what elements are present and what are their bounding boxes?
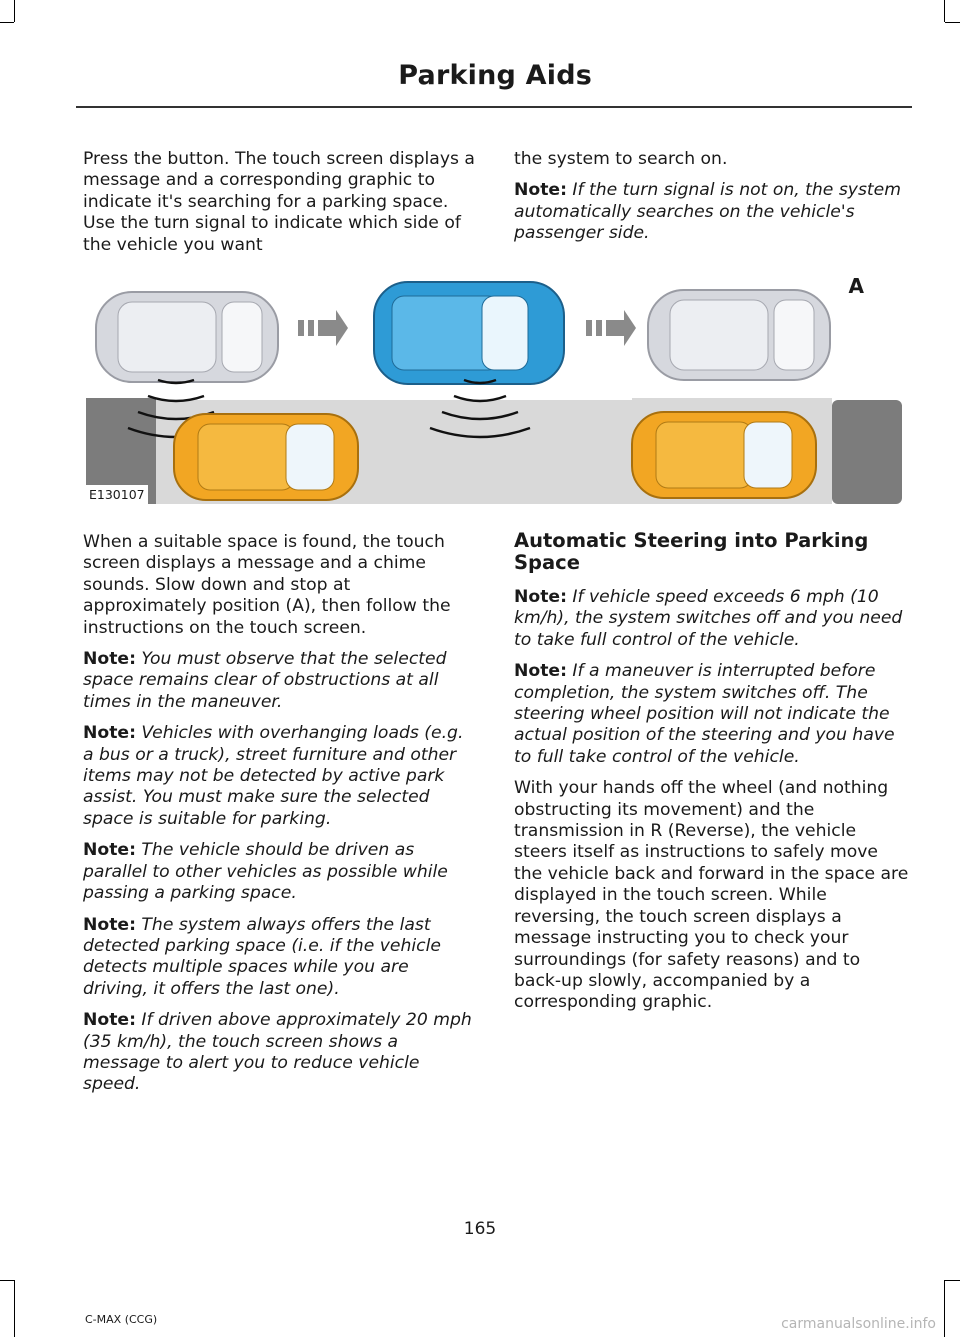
note: [514, 180, 909, 244]
footer-model: C-MAX (CCG): [85, 1313, 158, 1326]
crop-mark: [0, 1280, 14, 1281]
note-label: Note:: [83, 1010, 136, 1031]
intro-paragraph: Press the button. The touch screen displays a message and a corresponding graphic to indicate it's searching for a parking space. Use the turn signal to indicate which side of the vehicle you want: [83, 149, 475, 255]
orange-car-right: [632, 412, 816, 498]
note-label: Note:: [83, 649, 136, 670]
crop-mark: [14, 1280, 15, 1337]
note-label: Note:: [514, 587, 567, 607]
page-title: Parking Aids: [398, 60, 592, 91]
curb-far-right: [832, 400, 902, 504]
orange-car-left: [174, 414, 358, 500]
note-text: If driven above approximately 20 mph (35 km/h), the touch screen shows a message to alert you to reduce vehicle speed.: [83, 1010, 472, 1095]
crop-mark: [944, 1280, 945, 1337]
arrow-right-icon: [298, 310, 348, 346]
arrow-right-icon: [586, 310, 636, 346]
section-heading: Automatic Steering into Parking Space: [514, 529, 869, 574]
page-number: 165: [463, 1219, 497, 1239]
crop-mark: [944, 0, 945, 22]
note-text: The system always offers the last detected parking space (i.e. if the vehicle detects multiple spaces while you are driving, it offers the last one).: [83, 914, 441, 999]
note-label: Note:: [514, 661, 567, 682]
note: [514, 661, 909, 768]
parking-search-illustration: [86, 268, 902, 504]
note: [83, 1010, 478, 1096]
note-text: If vehicle speed exceeds 6 mph (10 km/h), the system switches off and you need to take full control of the vehicle.: [514, 587, 903, 650]
watermark[interactable]: carmanualsonline.info: [781, 1316, 936, 1332]
right-column-top: [514, 149, 909, 255]
left-column-top: [83, 149, 478, 266]
note-label: Note:: [83, 914, 136, 935]
note-label: Note:: [83, 840, 136, 861]
crop-mark: [945, 1280, 960, 1281]
silver-car-left: [96, 292, 278, 382]
steering-paragraph: With your hands off the wheel (and nothing obstructing its movement) and the transmission in R (Reverse), the vehicle steers itself as instructions to safely move the vehicle back and forward in the space are displayed in the touch screen. While reversing, the touch screen displays a message instructing you to check your surroundings (for safety reasons) and to back-up slowly, accompanied by a corresponding graphic.: [514, 778, 909, 1013]
blue-car-active: [374, 282, 564, 384]
note-text: If a maneuver is interrupted before completion, the system switches off. The steering wheel position will not indicate the actual position of the steering and you have to full take control of the vehicle.: [514, 661, 895, 767]
note: [514, 587, 909, 651]
continued-paragraph: the system to search on.: [514, 149, 728, 169]
space-found-paragraph: When a suitable space is found, the touch screen displays a message and a chime sounds. Slow down and stop at approximately position (A), then follow the instructions on the touch screen.: [83, 532, 451, 638]
note-label: Note:: [83, 723, 136, 744]
note-text: If the turn signal is not on, the system automatically searches on the vehicle's passenger side.: [514, 180, 901, 244]
illustration-svg: [86, 268, 902, 504]
note-text: Vehicles with overhanging loads (e.g. a bus or a truck), street furniture and other items may not be detected by active park assist. You must make sure the selected space is suitable for parking.: [83, 723, 464, 829]
note: [83, 723, 478, 830]
header-divider: [76, 106, 912, 108]
crop-mark: [14, 0, 15, 22]
right-column-bottom: [514, 530, 909, 1024]
note: [83, 915, 478, 1001]
note-label: Note:: [514, 180, 567, 201]
note: [83, 840, 478, 904]
crop-mark: [945, 22, 960, 23]
note-text: The vehicle should be driven as parallel to other vehicles as possible while passing a parking space.: [83, 840, 448, 904]
left-column-bottom: [83, 532, 478, 1106]
note-text: You must observe that the selected space remains clear of obstructions at all times in the maneuver.: [83, 649, 447, 712]
note: [83, 649, 478, 713]
position-a-label: A: [848, 274, 864, 298]
figure-id: E130107: [86, 485, 148, 504]
crop-mark: [0, 22, 14, 23]
silver-car-right: [648, 290, 830, 380]
